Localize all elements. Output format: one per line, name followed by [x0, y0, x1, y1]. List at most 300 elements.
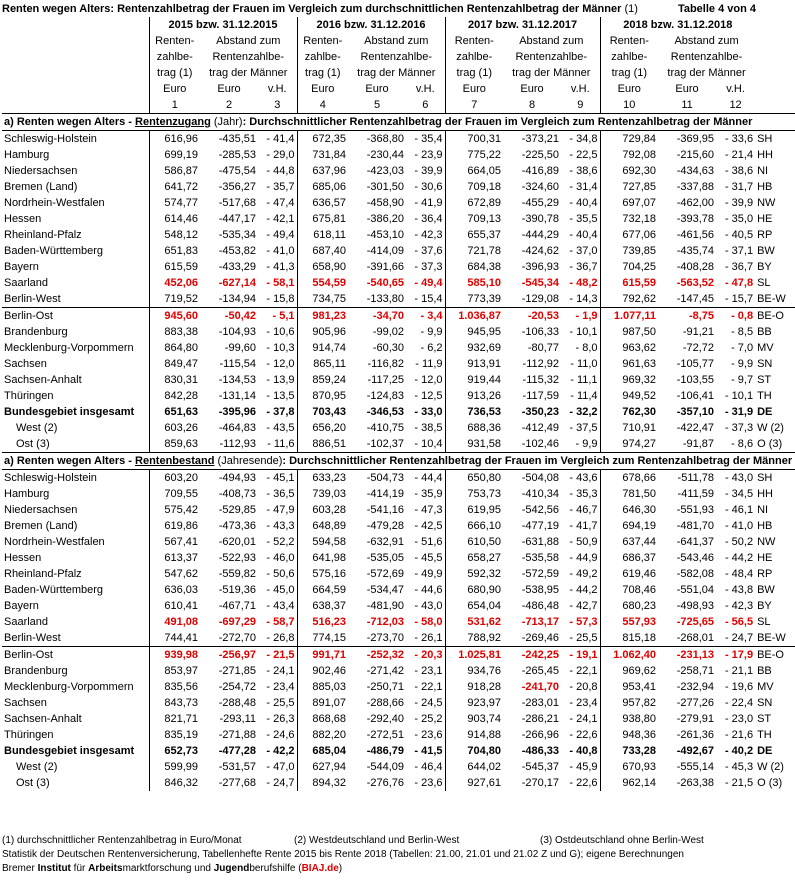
value-cell: 700,31 [445, 131, 503, 148]
subheader-amount: trag (1) [445, 65, 503, 81]
value-cell: 613,37 [149, 550, 200, 566]
value-cell: 615,59 [600, 275, 658, 291]
stub-header [2, 33, 149, 49]
value-cell: -117,59 [522, 390, 560, 402]
value-cell: -116,82 [367, 358, 405, 370]
value-cell: - 44,4 [406, 470, 445, 487]
value-cell: -563,52 [676, 277, 715, 289]
value-cell: -473,36 [218, 520, 256, 532]
value-cell: -104,93 [218, 326, 256, 338]
value-cell: - 1,9 [561, 308, 600, 325]
state-abbr: HH [757, 488, 773, 500]
value-cell: - 49,4 [414, 277, 443, 289]
table-row [2, 308, 795, 325]
state-name: Ost (3) [16, 777, 50, 789]
value-cell: 773,39 [445, 291, 503, 308]
value-cell: - 23,9 [414, 149, 443, 161]
state-name: Saarland [4, 616, 49, 628]
table-row [2, 211, 795, 227]
value-cell: 708,46 [600, 582, 658, 598]
value-cell: - 40,4 [569, 229, 598, 241]
value-cell: - 23,1 [414, 665, 443, 677]
subheader-gap: Abstand zum [674, 35, 739, 47]
state-name: Ost (3) [16, 438, 50, 450]
value-cell: -408,28 [676, 261, 715, 273]
value-cell: 948,36 [600, 727, 658, 743]
value-cell: -268,01 [676, 632, 715, 644]
value-cell: - 49,4 [266, 229, 295, 241]
value-cell: -369,95 [658, 131, 716, 148]
state-name: Brandenburg [4, 326, 68, 338]
value-cell: -414,09 [366, 245, 405, 257]
value-cell: - 24,1 [266, 665, 295, 677]
value-cell: 610,41 [149, 598, 200, 614]
value-cell: -261,36 [676, 729, 715, 741]
value-cell: 774,15 [297, 630, 348, 647]
value-cell: - 43,6 [561, 470, 600, 487]
value-cell: 1.025,81 [445, 647, 503, 664]
value-cell: -99,02 [372, 326, 405, 338]
value-cell: - 43,0 [414, 600, 443, 612]
value-cell: 656,20 [297, 420, 348, 436]
subheader-gap: trag der Männer [667, 67, 746, 79]
subheader-gap-euro: Euro [520, 83, 544, 95]
value-cell: - 21,5 [724, 777, 754, 789]
value-cell: - 43,0 [716, 470, 755, 487]
value-cell: 727,85 [600, 179, 658, 195]
value-cell: 974,27 [600, 436, 658, 453]
value-cell: -455,29 [521, 197, 560, 209]
value-cell: 704,25 [600, 259, 658, 275]
value-cell: 891,07 [297, 695, 348, 711]
value-cell: 775,22 [445, 147, 503, 163]
value-cell: -545,37 [521, 761, 560, 773]
value-cell: -91,87 [682, 438, 715, 450]
value-cell: - 19,6 [724, 681, 754, 693]
subheader-amount: trag (1) [297, 65, 348, 81]
subheader-amount: Euro [149, 81, 200, 97]
value-cell: - 37,0 [569, 245, 598, 257]
value-cell: -276,76 [366, 777, 405, 789]
value-cell: 843,73 [149, 695, 200, 711]
value-cell: 931,58 [445, 436, 503, 453]
value-cell: 864,80 [149, 340, 200, 356]
state-abbr: BW [757, 245, 775, 257]
value-cell: -115,32 [522, 374, 560, 386]
state-abbr: SN [757, 697, 773, 709]
value-cell: 672,35 [297, 131, 348, 148]
state-abbr: HH [757, 149, 773, 161]
value-cell: 685,06 [297, 179, 348, 195]
state-name: Hamburg [4, 488, 50, 500]
value-cell: 981,23 [297, 308, 348, 325]
value-cell: - 43,5 [266, 422, 295, 434]
value-cell: - 41,0 [724, 520, 754, 532]
value-cell: -277,26 [676, 697, 715, 709]
state-name: Schleswig-Holstein [2, 131, 149, 148]
subheader-gap-euro: Euro [217, 83, 241, 95]
value-cell: 610,50 [445, 534, 503, 550]
state-abbr: BW [757, 584, 775, 596]
value-cell: - 47,9 [266, 504, 295, 516]
subheader-gap: Rentenzahlbe- [360, 51, 433, 63]
value-cell: - 11,1 [570, 374, 598, 386]
year-header: 2015 bzw. 31.12.2015 [149, 17, 297, 33]
state-name: Berlin-Ost [2, 647, 149, 664]
value-cell: - 40,8 [569, 745, 598, 757]
value-cell: -620,01 [218, 536, 256, 548]
value-cell: - 37,5 [569, 422, 598, 434]
column-number: 3 [258, 97, 297, 114]
value-cell: -256,97 [200, 647, 258, 664]
subheader-amount: zahlbe- [600, 49, 658, 65]
value-cell: -447,17 [218, 213, 256, 225]
value-cell: - 23,4 [569, 697, 598, 709]
value-cell: 1.062,40 [600, 647, 658, 664]
state-abbr: O (3) [757, 777, 783, 789]
value-cell: 692,30 [600, 163, 658, 179]
value-cell: - 44,6 [414, 584, 443, 596]
value-cell: 548,12 [149, 227, 200, 243]
value-cell: -8,75 [658, 308, 716, 325]
column-number: 1 [149, 97, 200, 114]
value-cell: - 52,2 [266, 536, 295, 548]
state-name: Bayern [4, 600, 39, 612]
value-cell: - 15,4 [414, 293, 443, 305]
subheader-gap: Rentenzahlbe- [515, 51, 588, 63]
value-cell: 835,56 [149, 679, 200, 695]
value-cell: 792,62 [600, 291, 658, 308]
pension-table [2, 17, 795, 791]
subheader-amount: Renten- [297, 33, 348, 49]
value-cell: 821,71 [149, 711, 200, 727]
table-row [2, 727, 795, 743]
value-cell: 736,53 [445, 404, 503, 420]
value-cell: 627,94 [297, 759, 348, 775]
value-cell: -271,85 [218, 665, 256, 677]
value-cell: 575,42 [149, 502, 200, 518]
value-cell: -411,59 [677, 488, 715, 500]
value-cell: 744,41 [149, 630, 200, 647]
value-cell: - 57,3 [569, 616, 598, 628]
value-cell: 567,41 [149, 534, 200, 550]
value-cell: -519,36 [218, 584, 256, 596]
subheader-gap: Abstand zum [364, 35, 429, 47]
value-cell: - 35,5 [569, 213, 598, 225]
value-cell: 603,26 [149, 420, 200, 436]
value-cell: 688,36 [445, 420, 503, 436]
value-cell: -102,37 [366, 438, 405, 450]
column-number: 12 [716, 97, 755, 114]
table-row [2, 259, 795, 275]
value-cell: - 24,7 [724, 632, 754, 644]
value-cell: -641,37 [676, 536, 715, 548]
value-cell: -258,71 [676, 665, 715, 677]
value-cell: -50,42 [200, 308, 258, 325]
value-cell: -106,33 [521, 326, 560, 338]
value-cell: - 29,0 [266, 149, 295, 161]
value-cell: - 8,5 [731, 326, 754, 338]
value-cell: 684,38 [445, 259, 503, 275]
value-cell: - 12,5 [414, 390, 443, 402]
state-name: Brandenburg [4, 665, 68, 677]
value-cell: -433,29 [218, 261, 256, 273]
value-cell: 835,19 [149, 727, 200, 743]
value-cell: 894,32 [297, 775, 348, 791]
value-cell: - 23,6 [414, 777, 443, 789]
value-cell: 637,96 [297, 163, 348, 179]
value-cell: - 43,3 [266, 520, 295, 532]
state-name: Berlin-Ost [2, 308, 149, 325]
value-cell: -252,32 [348, 647, 406, 664]
value-cell: - 45,0 [266, 584, 295, 596]
value-cell: 680,90 [445, 582, 503, 598]
biaj-link[interactable]: BIAJ.de [301, 863, 339, 874]
value-cell: 685,04 [297, 743, 348, 759]
state-name: Nordrhein-Westfalen [4, 197, 105, 209]
state-name: Sachsen-Anhalt [4, 374, 82, 386]
value-cell: 652,73 [149, 743, 200, 759]
state-name: Bundesgebiet insgesamt [4, 406, 135, 418]
value-cell: - 8,6 [731, 438, 754, 450]
value-cell: -494,93 [200, 470, 258, 487]
state-name: Sachsen [4, 358, 47, 370]
value-cell: - 6,2 [420, 342, 443, 354]
value-cell: -102,46 [521, 438, 560, 450]
value-cell: - 21,1 [724, 665, 754, 677]
state-abbr: O (3) [757, 438, 783, 450]
subheader-gap-pct: v.H. [267, 83, 287, 95]
value-cell: 927,61 [445, 775, 503, 791]
value-cell: -414,19 [366, 488, 405, 500]
value-cell: 586,87 [149, 163, 200, 179]
table-row [2, 372, 795, 388]
column-number: 10 [600, 97, 658, 114]
value-cell: 574,77 [149, 195, 200, 211]
value-cell: -337,88 [676, 181, 715, 193]
value-cell: 710,91 [600, 420, 658, 436]
value-cell: - 21,6 [724, 729, 754, 741]
value-cell: 618,11 [297, 227, 348, 243]
value-cell: -486,79 [366, 745, 405, 757]
value-cell: -277,68 [218, 777, 256, 789]
table-row [2, 131, 795, 148]
value-cell: - 46,0 [266, 552, 295, 564]
value-cell: - 37,3 [414, 261, 443, 273]
abbr-header [755, 65, 795, 81]
value-cell: -393,78 [676, 213, 715, 225]
value-cell: -272,51 [366, 729, 405, 741]
value-cell: - 44,2 [724, 552, 754, 564]
value-cell: - 10,6 [266, 326, 295, 338]
value-cell: 859,63 [149, 436, 200, 453]
value-cell: -504,73 [348, 470, 406, 487]
value-cell: - 25,2 [414, 713, 443, 725]
state-abbr: SH [755, 470, 795, 487]
table-row [2, 275, 795, 291]
value-cell: 633,23 [297, 470, 348, 487]
value-cell: -551,04 [676, 584, 715, 596]
value-cell: -124,83 [366, 390, 405, 402]
subheader-gap-pct: v.H. [415, 83, 435, 95]
value-cell: -271,42 [366, 665, 405, 677]
subheader-gap: trag der Männer [512, 67, 591, 79]
stub-header [2, 81, 149, 97]
state-name: Sachsen [4, 697, 47, 709]
value-cell: - 35,4 [406, 131, 445, 148]
value-cell: 991,71 [297, 647, 348, 664]
value-cell: 913,91 [445, 356, 503, 372]
value-cell: - 49,2 [569, 568, 598, 580]
value-cell: 619,46 [600, 566, 658, 582]
value-cell: 734,75 [297, 291, 348, 308]
value-cell: 664,05 [445, 163, 503, 179]
state-abbr: NW [757, 197, 776, 209]
value-cell: -225,50 [521, 149, 560, 161]
value-cell: -551,93 [676, 504, 715, 516]
state-abbr: HB [757, 181, 773, 193]
value-cell: 603,20 [149, 470, 200, 487]
state-name: Baden-Württemberg [4, 245, 104, 257]
value-cell: - 22,6 [569, 777, 598, 789]
table-row [2, 534, 795, 550]
value-cell: 903,74 [445, 711, 503, 727]
value-cell: 739,03 [297, 486, 348, 502]
value-cell: - 45,5 [414, 552, 443, 564]
value-cell: - 42,1 [266, 213, 295, 225]
value-cell: - 3,4 [406, 308, 445, 325]
value-cell: 870,95 [297, 388, 348, 404]
value-cell: -356,27 [218, 181, 256, 193]
value-cell: 658,90 [297, 259, 348, 275]
value-cell: -410,75 [366, 422, 405, 434]
value-cell: -134,53 [218, 374, 256, 386]
footnote-3: (3) Ostdeutschland ohne Berlin-West [540, 835, 704, 846]
subheader-gap: Rentenzahlbe- [212, 51, 285, 63]
value-cell: -544,09 [366, 761, 405, 773]
table-row [2, 598, 795, 614]
value-cell: -410,34 [521, 488, 560, 500]
value-cell: -713,17 [521, 616, 560, 628]
value-cell: -91,21 [682, 326, 715, 338]
state-name: West (2) [16, 761, 58, 773]
value-cell: 969,32 [600, 372, 658, 388]
value-cell: - 40,4 [569, 197, 598, 209]
value-cell: -467,71 [218, 600, 256, 612]
value-cell: - 41,9 [414, 197, 443, 209]
value-cell: 792,08 [600, 147, 658, 163]
value-cell: -535,05 [366, 552, 405, 564]
table-row [2, 147, 795, 163]
value-cell: 945,95 [445, 324, 503, 340]
value-cell: -391,66 [366, 261, 405, 273]
value-cell: - 36,7 [724, 261, 754, 273]
value-cell: -265,45 [521, 665, 560, 677]
value-cell: - 12,0 [266, 358, 295, 370]
value-cell: -346,53 [366, 406, 405, 418]
value-cell: -273,70 [366, 632, 405, 644]
value-cell: - 22,1 [414, 681, 443, 693]
value-cell: -504,08 [503, 470, 561, 487]
value-cell: -350,23 [521, 406, 560, 418]
value-cell: 788,92 [445, 630, 503, 647]
state-name: Mecklenburg-Vorpommern [4, 681, 134, 693]
value-cell: -475,54 [218, 165, 256, 177]
value-cell: -479,28 [366, 520, 405, 532]
value-cell: -498,93 [676, 600, 715, 612]
value-cell: -288,48 [218, 697, 256, 709]
value-cell: 1.036,87 [445, 308, 503, 325]
value-cell: - 58,0 [414, 616, 443, 628]
value-cell: - 35,3 [569, 488, 598, 500]
value-cell: 846,32 [149, 775, 200, 791]
value-cell: 883,38 [149, 324, 200, 340]
column-number: 6 [406, 97, 445, 114]
value-cell: 678,66 [600, 470, 658, 487]
table-row [2, 518, 795, 534]
value-cell: - 25,5 [569, 632, 598, 644]
state-abbr: SN [757, 358, 773, 370]
value-cell: 709,55 [149, 486, 200, 502]
state-abbr: MV [757, 681, 774, 693]
value-cell: - 10,1 [724, 390, 754, 402]
value-cell: -283,01 [521, 697, 560, 709]
table-row [2, 195, 795, 211]
value-cell: - 43,8 [724, 584, 754, 596]
state-abbr: W (2) [757, 422, 784, 434]
state-abbr: BB [757, 326, 772, 338]
page-indicator: Tabelle 4 von 4 [677, 3, 756, 15]
abbr-header [755, 17, 795, 33]
table-row [2, 647, 795, 664]
value-cell: 905,96 [297, 324, 348, 340]
value-cell: 531,62 [445, 614, 503, 630]
value-cell: - 14,3 [569, 293, 598, 305]
value-cell: 687,40 [297, 243, 348, 259]
subheader-gap: Abstand zum [519, 35, 584, 47]
table-row [2, 340, 795, 356]
value-cell: -34,70 [348, 308, 406, 325]
value-cell: - 44,8 [266, 165, 295, 177]
value-cell: - 22,4 [724, 697, 754, 709]
column-number: 9 [561, 97, 600, 114]
value-cell: -133,80 [366, 293, 405, 305]
column-number: 7 [445, 97, 503, 114]
value-cell: 704,80 [445, 743, 503, 759]
source-note: Statistik der Deutschen Rentenversicherung, Tabellenhefte Rente 2015 bis Rente 2018 (Tabellen: 21.00, 21.01 und 21.02 Z und G); eigene Berechnungen [2, 849, 684, 860]
table-row [2, 695, 795, 711]
value-cell: 547,62 [149, 566, 200, 582]
value-cell: - 24,5 [414, 697, 443, 709]
value-cell: - 47,4 [266, 197, 295, 209]
value-cell: 781,50 [600, 486, 658, 502]
value-cell: - 47,3 [414, 504, 443, 516]
value-cell: - 43,4 [266, 600, 295, 612]
table-row [2, 227, 795, 243]
value-cell: 721,78 [445, 243, 503, 259]
value-cell: 651,63 [149, 404, 200, 420]
abbr-header [755, 33, 795, 49]
value-cell: 585,10 [445, 275, 503, 291]
value-cell: 913,26 [445, 388, 503, 404]
value-cell: - 22,5 [569, 149, 598, 161]
value-cell: - 42,5 [414, 520, 443, 532]
value-cell: 697,07 [600, 195, 658, 211]
value-cell: 619,86 [149, 518, 200, 534]
value-cell: -486,48 [521, 600, 560, 612]
value-cell: 686,37 [600, 550, 658, 566]
value-cell: -250,71 [366, 681, 405, 693]
